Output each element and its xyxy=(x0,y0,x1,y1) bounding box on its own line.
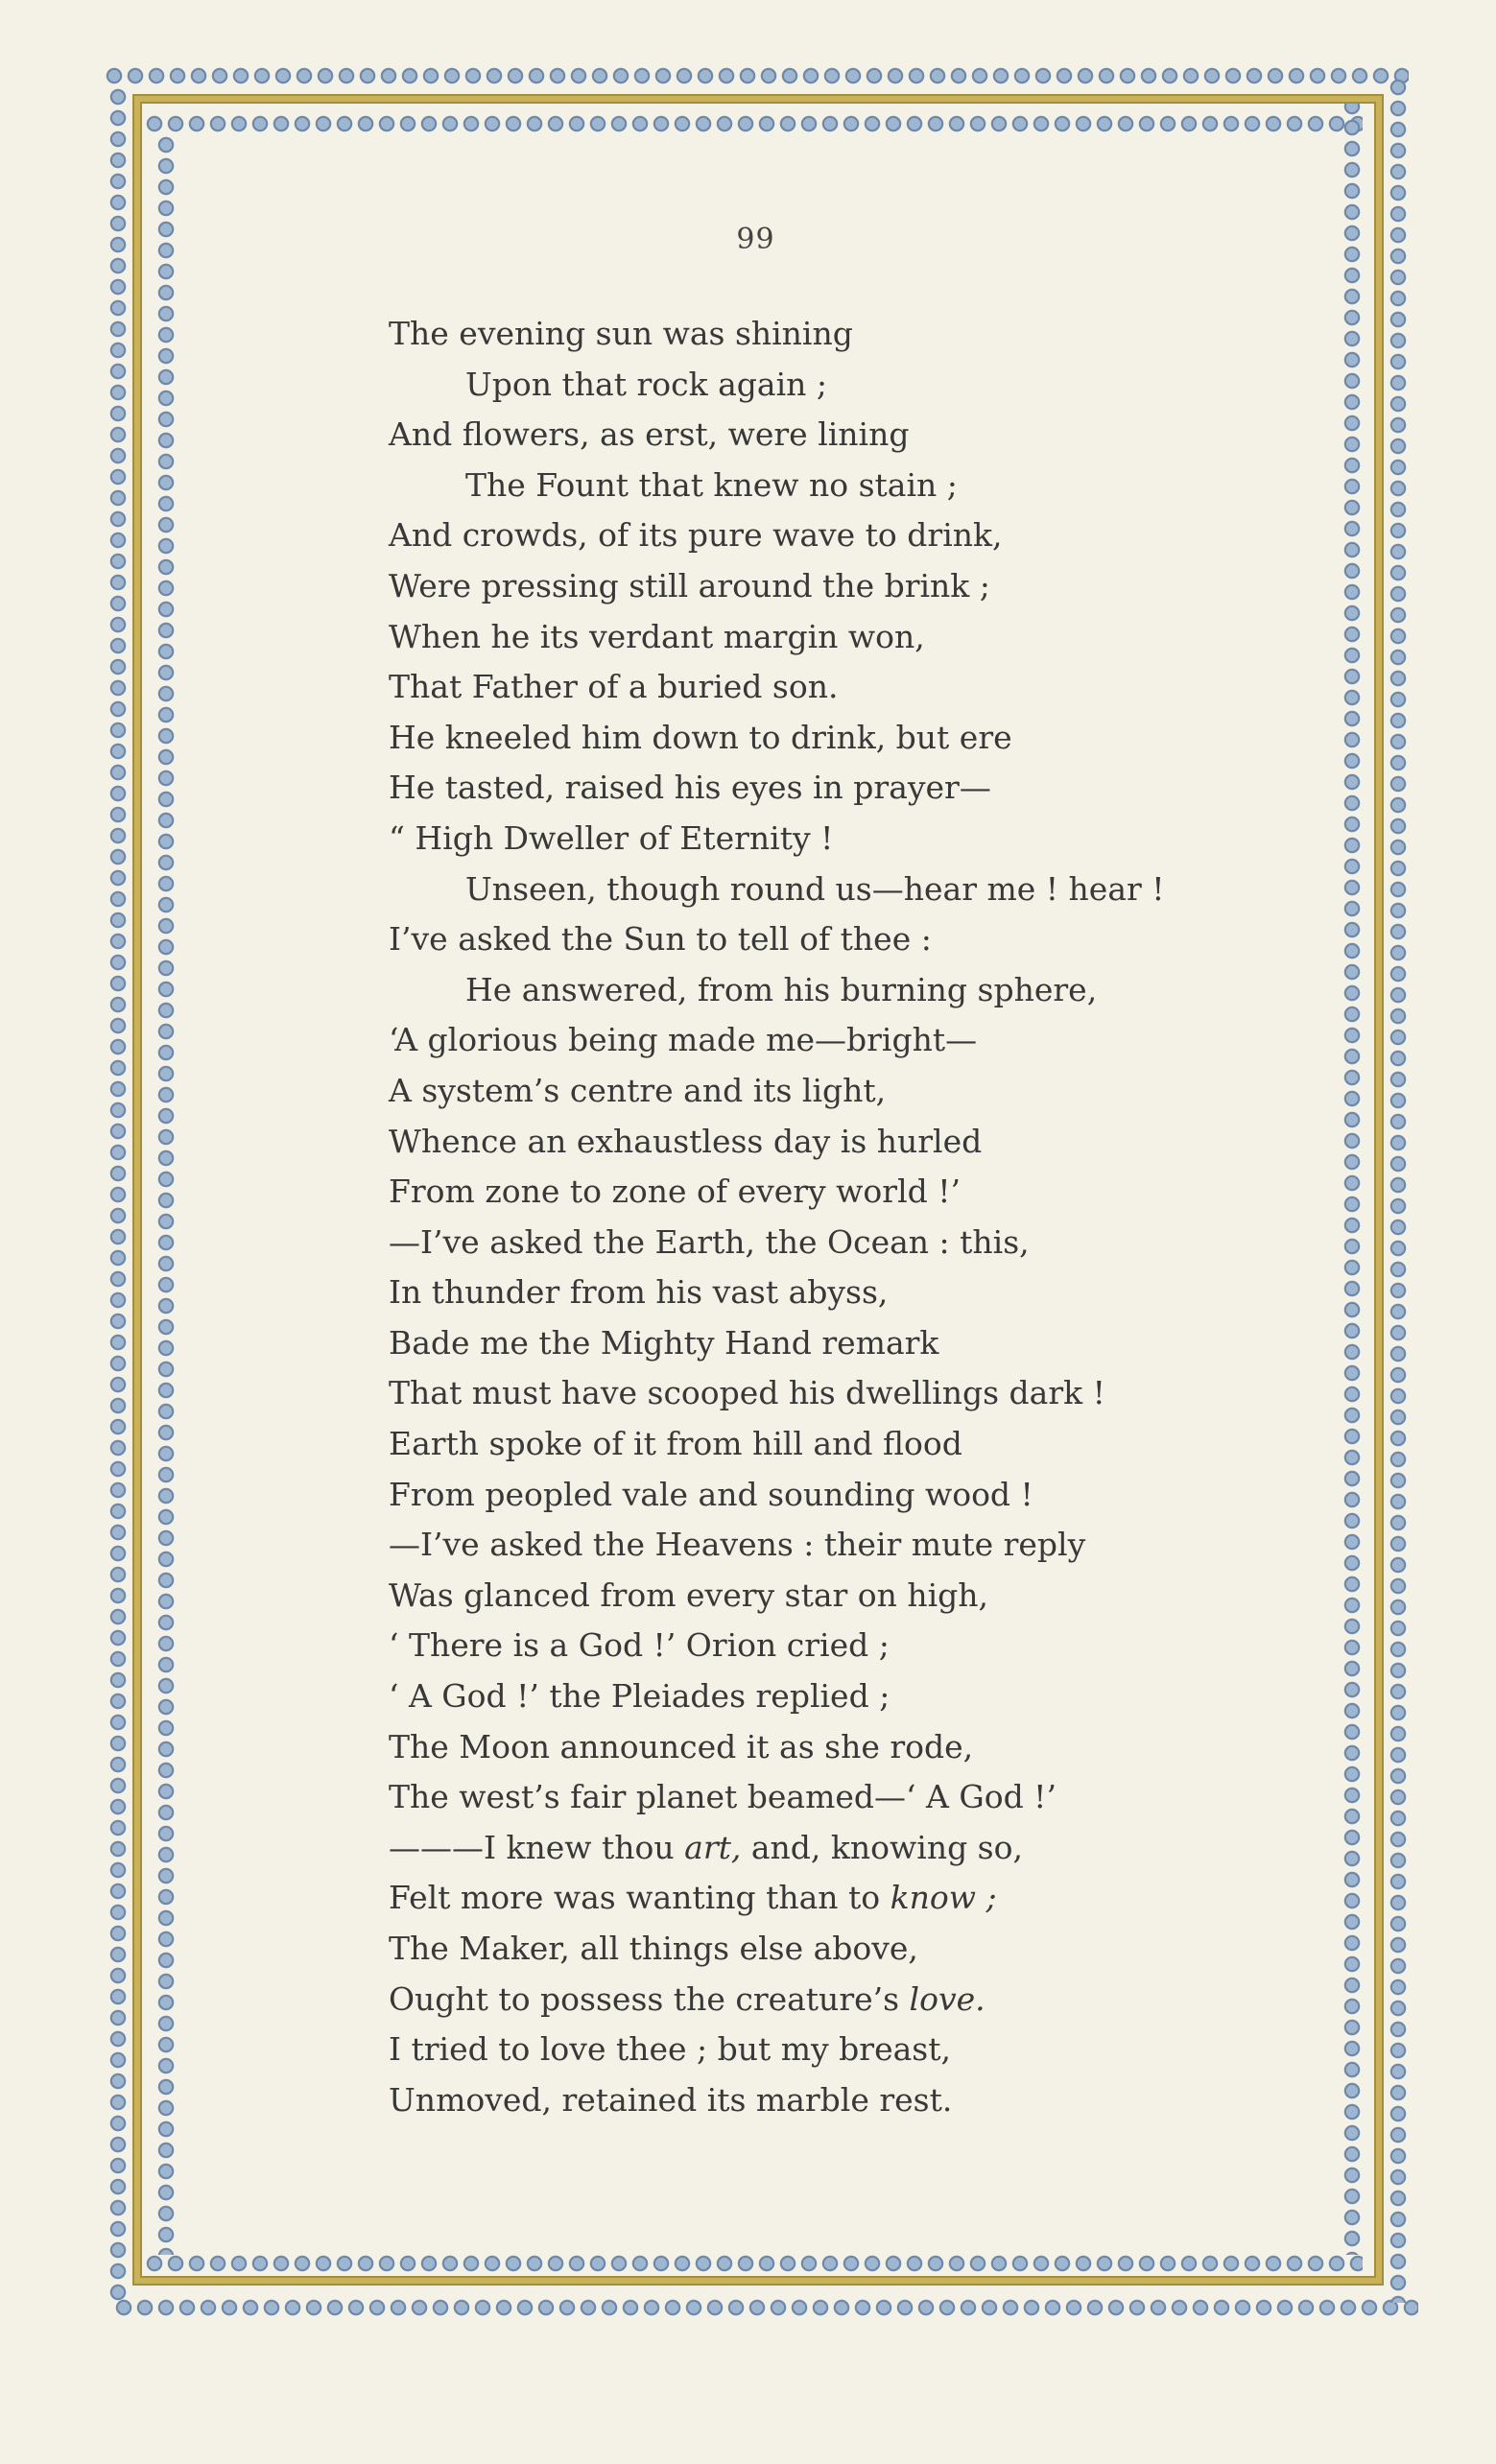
poem-line: When he its verdant margin won, xyxy=(389,617,925,655)
poem-line: Whence an exhaustless day is hurled xyxy=(389,1122,983,1160)
border-beads-right-outer xyxy=(1388,77,1409,2303)
poem-line: That Father of a buried son. xyxy=(389,668,839,706)
poem-line: The west’s fair planet beamed—‘ A God !’ xyxy=(389,1778,1057,1816)
poem-line-text: and, knowing so, xyxy=(741,1828,1023,1866)
poem-line: The evening sun was shining xyxy=(389,315,853,352)
poem-line-with-italic xyxy=(389,1823,1252,1874)
poem-line: Upon that rock again ; xyxy=(465,365,827,403)
border-beads-top-outer xyxy=(104,65,1409,86)
page-number: 99 xyxy=(736,223,775,256)
poem-line: Bade me the Mighty Hand remark xyxy=(389,1323,939,1362)
poem-line-text: Felt more was wanting than to xyxy=(389,1879,890,1917)
poem-line: ‘ A God !’ the Pleiades replied ; xyxy=(389,1677,890,1716)
poem-line: From zone to zone of every world !’ xyxy=(389,1173,961,1211)
poem-line: He tasted, raised his eyes in prayer— xyxy=(389,769,991,807)
poem-line: A system’s centre and its light, xyxy=(389,1071,887,1109)
border-beads-bottom-outer xyxy=(113,2297,1418,2318)
border-beads-left-outer xyxy=(107,86,129,2303)
poem-line: ‘ There is a God !’ Orion cried ; xyxy=(389,1626,890,1665)
poem-line-with-italic xyxy=(389,1975,1252,2026)
poem-line: The Moon announced it as she rode, xyxy=(389,1727,974,1765)
poem-line: I’ve asked the Sun to tell of thee : xyxy=(389,920,932,959)
poem-line: Earth spoke of it from hill and flood xyxy=(389,1425,962,1463)
poem-line-text: Ought to possess the creature’s xyxy=(389,1979,910,2018)
poem-line-with-italic xyxy=(389,1873,1252,1924)
italic-word: love. xyxy=(909,1979,985,2018)
poem-line: The Fount that knew no stain ; xyxy=(465,465,958,504)
poem-line-text: ———I knew thou xyxy=(389,1828,685,1866)
poem-body xyxy=(389,309,1252,2125)
poem-line: And flowers, as erst, were lining xyxy=(389,415,910,454)
poem-line: From peopled vale and sounding wood ! xyxy=(389,1475,1033,1513)
poem-line: He kneeled him down to drink, but ere xyxy=(389,718,1012,756)
poem-line: Was glanced from every star on high, xyxy=(389,1576,989,1614)
italic-word: know ; xyxy=(890,1879,997,1917)
poem-line: “ High Dweller of Eternity ! xyxy=(389,818,834,857)
poem-line: In thunder from his vast abyss, xyxy=(389,1273,889,1312)
poem-line: —I’ve asked the Heavens : their mute reply xyxy=(389,1526,1086,1564)
poem-line: Unmoved, retained its marble rest. xyxy=(389,2080,953,2119)
poem-line: He answered, from his burning sphere, xyxy=(465,970,1098,1008)
poem-line: That must have scooped his dwellings dark ! xyxy=(389,1374,1105,1412)
poem-line: —I’ve asked the Earth, the Ocean : this, xyxy=(389,1222,1030,1261)
poem-line: And crowds, of its pure wave to drink, xyxy=(389,516,1003,555)
poem-line: ‘A glorious being made me—bright— xyxy=(389,1021,978,1059)
poem-line: Were pressing still around the brink ; xyxy=(389,566,990,604)
poem-line: The Maker, all things else above, xyxy=(389,1930,918,1967)
poem-line: Unseen, though round us—hear me ! hear ! xyxy=(465,869,1165,908)
poem-line: I tried to love thee ; but my breast, xyxy=(389,2030,951,2069)
italic-word: art, xyxy=(684,1828,742,1866)
